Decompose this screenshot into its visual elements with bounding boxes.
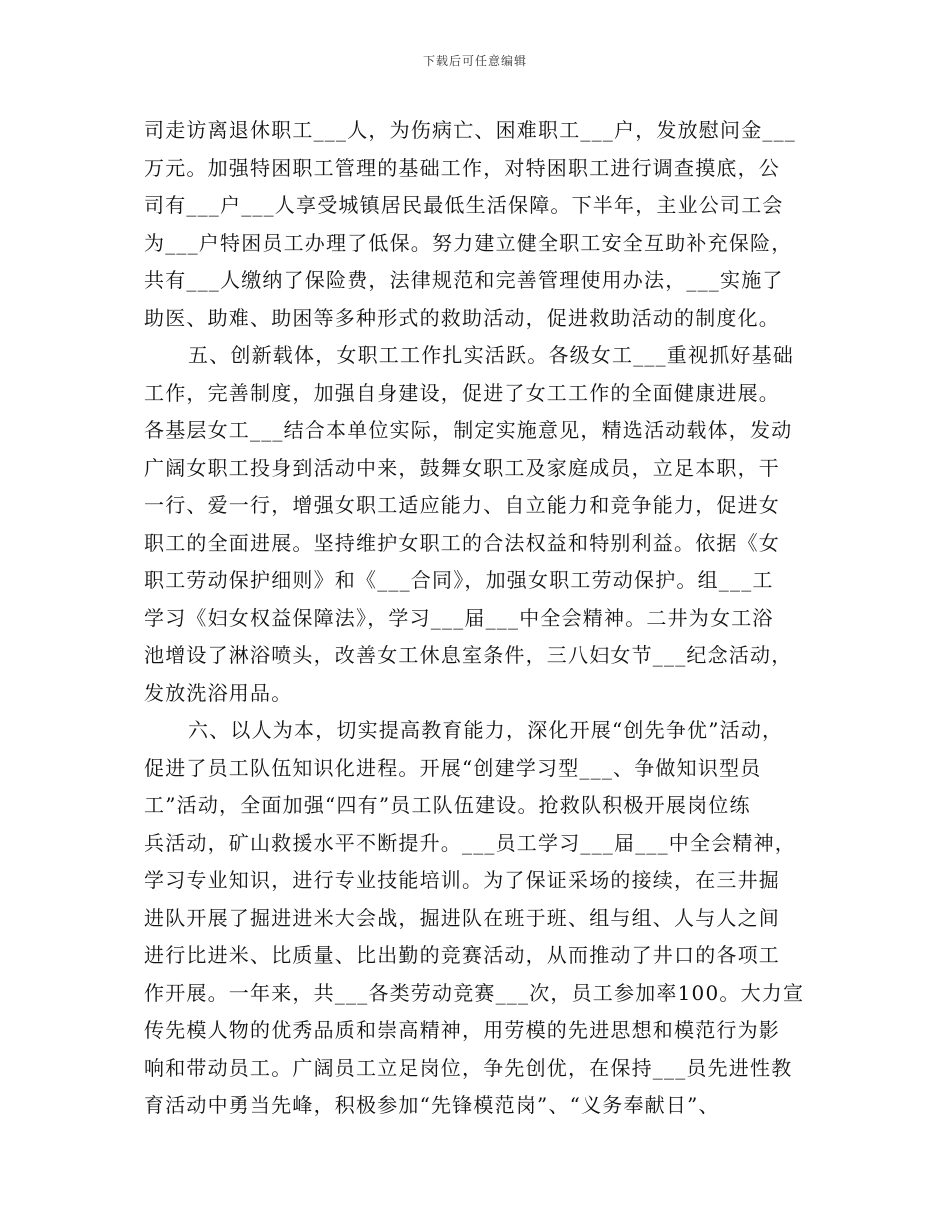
text-line: 共有___人缴纳了保险费，法律规范和完善管理使用办法，___实施了	[144, 268, 784, 292]
page-header: 下载后可任意编辑	[422, 54, 527, 68]
text-line: 一行、爱一行，增强女职工适应能力、自立能力和竞争能力，促进女	[144, 493, 780, 517]
text-line: 池增设了淋浴喷头，改善女工休息室条件，三八妇女节___纪念活动，	[144, 643, 793, 667]
text-line: 工”活动，全面加强“四有”员工队伍建设。抢救队积极开展岗位练	[144, 793, 751, 817]
text-line: 育活动中勇当先峰，积极参加“先锋模范岗”、“义务奉献日”、	[144, 1093, 720, 1117]
text-line: 作开展。一年来，共___各类劳动竞赛___次，员工参加率100。大力宣	[144, 980, 805, 1005]
text-line: 为___户特困员工办理了低保。努力建立健全职工安全互助补充保险，	[144, 230, 793, 255]
paragraph-start-line: 五、创新载体，女职工工作扎实活跃。各级女工___重视抓好基础	[188, 343, 794, 367]
text-line: 发放洗浴用品。	[144, 680, 293, 705]
text-line: 传先模人物的优秀品质和崇高精神，用劳模的先进思想和模范行为影	[144, 1018, 780, 1042]
text-line: 进队开展了掘进进米大会战，掘进队在班于班、组与组、人与人之间	[144, 905, 780, 930]
text-line: 司有___户___人享受城镇居民最低生活保障。下半年，主业公司工会	[144, 193, 784, 217]
text-line: 响和带动员工。广阔员工立足岗位，争先创优，在保持___员先进性教	[144, 1055, 793, 1080]
text-line: 广阔女职工投身到活动中来，鼓舞女职工及家庭成员，立足本职，干	[144, 455, 780, 480]
text-line: 职工劳动保护细则》和《___合同》，加强女职工劳动保护。组___工	[144, 568, 774, 592]
text-line: 职工的全面进展。坚持维护女职工的合法权益和特别利益。依据《女	[144, 530, 780, 555]
text-line: 学习《妇女权益保障法》，学习___届___中全会精神。二井为女工浴	[144, 605, 774, 630]
text-line: 各基层女工___结合本单位实际，制定实施意见，精选活动载体，发动	[144, 418, 793, 442]
paragraph-start-line: 六、以人为本，切实提高教育能力，深化开展“创先争优”活动，	[188, 718, 784, 742]
text-line: 万元。加强特困职工管理的基础工作，对特困职工进行调查摸底，公	[144, 155, 780, 180]
text-line: 兵活动，矿山救援水平不断提升。___员工学习___届___中全会精神，	[144, 830, 796, 855]
document-body	[144, 112, 814, 1125]
text-line: 促进了员工队伍知识化进程。开展“创建学习型___、争做知识型员	[144, 755, 762, 780]
text-line: 司走访离退休职工___人，为伤病亡、困难职工___户，发放慰问金___	[144, 118, 796, 142]
text-line: 助医、助难、助困等多种形式的救助活动，促进救助活动的制度化。	[144, 305, 780, 330]
text-line: 进行比进米、比质量、比出勤的竞赛活动，从而推动了井口的各项工	[144, 943, 780, 967]
text-line: 学习专业知识，进行专业技能培训。为了保证采场的接续，在三井掘	[144, 868, 780, 892]
text-line: 工作，完善制度，加强自身建设，促进了女工工作的全面健康进展。	[144, 380, 780, 405]
